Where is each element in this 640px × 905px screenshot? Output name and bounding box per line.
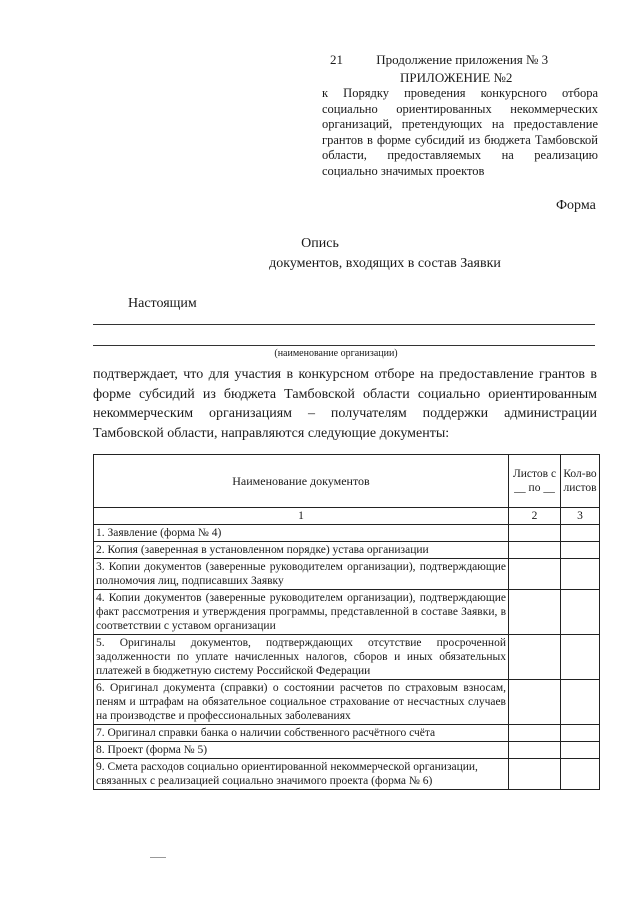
column-number: 3	[561, 508, 600, 525]
sheets-range-cell	[509, 635, 561, 680]
sheet-count-cell	[561, 559, 600, 590]
sheet-count-cell	[561, 590, 600, 635]
sheets-range-cell	[509, 590, 561, 635]
sheets-range-cell	[509, 759, 561, 790]
page-header	[330, 52, 548, 68]
document-name-cell: 6. Оригинал документа (справки) о состоянии расчетов по страховым взносам, пеням и штрафам на обязательное социальное страхование от несчастных случаев на производстве и профессиональных заболеваниях	[94, 680, 509, 725]
org-name-line-2	[93, 345, 595, 346]
table-header-row	[94, 455, 600, 508]
confirmation-paragraph: подтверждает, что для участия в конкурсном отборе на предоставление грантов в форме субсидий из бюджета Тамбовской области социально ориентированным некоммерческим организациям – получателям поддержки администрации Тамбовской области, направляются следующие документы:	[93, 367, 597, 441]
org-name-caption: (наименование организации)	[274, 348, 398, 359]
form-label: Форма	[556, 198, 596, 213]
org-name-line-1	[93, 324, 595, 325]
document-name-cell: 4. Копии документов (заверенные руководителем организации), подтверждающие факт рассмотрения и утверждения программы, представленной в составе Заявки, в соответствии с уставом организации	[94, 590, 509, 635]
table-row	[94, 525, 600, 542]
sheets-range-cell	[509, 742, 561, 759]
appendix-description: к Порядку проведения конкурсного отбора социально ориентированных некоммерческих организаций, претендующих на предоставление грантов в форме субсидий из бюджета Тамбовской области, предоставляемых на реализацию социально значимых проектов	[322, 86, 598, 178]
column-number: 1	[94, 508, 509, 525]
sheets-range-cell	[509, 525, 561, 542]
sheet-count-cell	[561, 542, 600, 559]
sheet-count-cell	[561, 635, 600, 680]
document-name-cell: 8. Проект (форма № 5)	[94, 742, 509, 759]
sheet-count-cell	[561, 742, 600, 759]
document-name-cell: 2. Копия (заверенная в установленном порядке) устава организации	[94, 542, 509, 559]
sheet-count-cell	[561, 680, 600, 725]
documents-table	[93, 454, 600, 790]
page-number: 21	[330, 52, 343, 67]
document-subtitle: документов, входящих в состав Заявки	[269, 256, 501, 271]
document-name-cell: 5. Оригиналы документов, подтверждающих отсутствие просроченной задолженности по уплате начисленных налогов, сборов и иных обязательных платежей в бюджетную систему Российской Федерации	[94, 635, 509, 680]
table-number-row	[94, 508, 600, 525]
document-name-cell: 9. Смета расходов социально ориентированной некоммерческой организации, связанных с реализацией социально значимого проекта (форма № 6)	[94, 759, 509, 790]
sheet-count-cell	[561, 725, 600, 742]
document-name-cell: 1. Заявление (форма № 4)	[94, 525, 509, 542]
table-row	[94, 590, 600, 635]
document-title: Опись	[301, 236, 339, 251]
sheet-count-cell	[561, 759, 600, 790]
sheets-range-cell	[509, 680, 561, 725]
header-sheet-count: Кол-во листов	[561, 455, 600, 508]
sheet-count-cell	[561, 525, 600, 542]
table-row	[94, 559, 600, 590]
sheets-range-cell	[509, 542, 561, 559]
column-number: 2	[509, 508, 561, 525]
table-row	[94, 759, 600, 790]
table-row	[94, 742, 600, 759]
header-document-name: Наименование документов	[94, 455, 509, 508]
document-name-cell: 7. Оригинал справки банка о наличии собственного расчётного счёта	[94, 725, 509, 742]
continuation-note: Продолжение приложения № 3	[376, 52, 549, 67]
document-name-cell: 3. Копии документов (заверенные руководителем организации), подтверждающие полномочия лиц, подписавших Заявку	[94, 559, 509, 590]
footer-mark	[150, 857, 166, 858]
sheets-range-cell	[509, 725, 561, 742]
table-row	[94, 635, 600, 680]
header-sheets-range: Листов с __ по __	[509, 455, 561, 508]
intro-word: Настоящим	[128, 296, 197, 311]
sheets-range-cell	[509, 559, 561, 590]
table-row	[94, 725, 600, 742]
table-row	[94, 680, 600, 725]
table-row	[94, 542, 600, 559]
appendix-title: ПРИЛОЖЕНИЕ №2	[400, 70, 513, 85]
